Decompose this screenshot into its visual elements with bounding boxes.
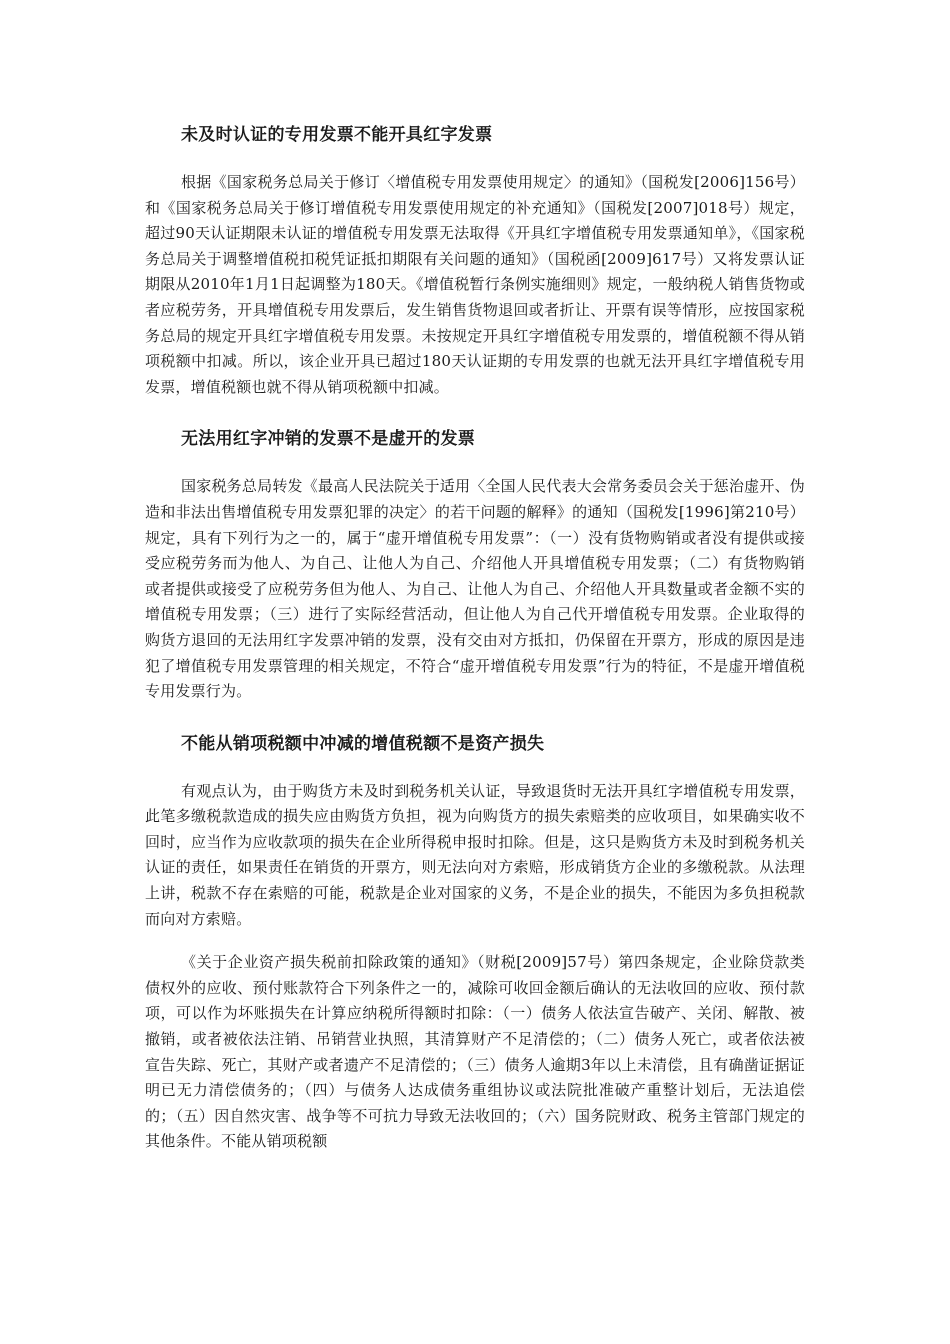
section-not-false-invoice (145, 426, 805, 704)
section-heading: 无法用红字冲销的发票不是虚开的发票 (181, 429, 476, 450)
section-heading: 未及时认证的专用发票不能开具红字发票 (181, 125, 493, 145)
section-not-asset-loss (145, 731, 805, 1155)
section-heading: 不能从销项税额中冲减的增值税额不是资产损失 (181, 733, 545, 754)
body-paragraph: 根据《国家税务总局关于修订〈增值税专用发票使用规定〉的通知》（国税发[2006]156号）和《国家税务总局关于修订增值税专用发票使用规定的补充通知》（国税发[2007]018号）规定，超过90天认证期限未认证的增值税专用发票无法取得《开具红字增值税专用发票通知单》，《国家税务总局关于调整增值税扣税凭证抵扣期限有关问题的通知》（国税函[2009]617号）又将发票认证期限从2010年1月1日起调整为180天。《增值税暂行条例实施细则》规定，一般纳税人销售货物或者应税劳务，开具增值税专用发票后，发生销售货物退回或者折让、开票有误等情形，应按国家税务总局的规定开具红字增值税专用发票。未按规定开具红字增值税专用发票的，增值税额不得从销项税额中扣减。所以，该企业开具已超过180天认证期的专用发票的也就无法开具红字增值税专用发票，增值税额也就不得从销项税额中扣减。 (145, 173, 805, 396)
body-paragraph: 《关于企业资产损失税前扣除政策的通知》（财税[2009]57号）第四条规定，企业除贷款类债权外的应收、预付账款符合下列条件之一的，减除可收回金额后确认的无法收回的应收、预付款项，可以作为坏账损失在计算应纳税所得额时扣除：（一）债务人依法宣告破产、关闭、解散、被撤销，或者被依法注销、吊销营业执照，其清算财产不足清偿的；（二）债务人死亡，或者依法被宣告失踪、死亡，其财产或者遗产不足清偿的；（三）债务人逾期3年以上未清偿，且有确凿证据证明已无力清偿债务的；（四）与债务人达成债务重组协议或法院批准破产重整计划后，无法追偿的；（五）因自然灾害、战争等不可抗力导致无法收回的；（六）国务院财政、税务主管部门规定的其他条件。不能从销项税额 (145, 953, 805, 1151)
body-paragraph: 有观点认为，由于购货方未及时到税务机关认证，导致退货时无法开具红字增值税专用发票，此笔多缴税款造成的损失应由购货方负担，视为向购货方的损失索赔类的应收项目，如果确实收不回时，应当作为应收款项的损失在企业所得税申报时扣除。但是，这只是购货方未及时到税务机关认证的责任，如果责任在销货的开票方，则无法向对方索赔，形成销货方企业的多缴税款。从法理上讲，税款不存在索赔的可能，税款是企业对国家的义务，不是企业的损失，不能因为多负担税款而向对方索赔。 (145, 781, 805, 928)
section-uncertified-invoice (145, 122, 805, 400)
document-page (145, 122, 805, 1173)
body-paragraph: 国家税务总局转发《最高人民法院关于适用〈全国人民代表大会常务委员会关于惩治虚开、伪造和非法出售增值税专用发票犯罪的决定〉的若干问题的解释》的通知（国税发[1996]第210号）规定，具有下列行为之一的，属于“虚开增值税专用发票”：（一）没有货物购销或者没有提供或接受应税劳务而为他人、为自己、让他人为自己、介绍他人开具增值税专用发票；（二）有货物购销或者提供或接受了应税劳务但为他人、为自己、让他人为自己、介绍他人开具数量或者金额不实的增值税专用发票；（三）进行了实际经营活动，但让他人为自己代开增值税专用发票。企业取得的购货方退回的无法用红字发票冲销的发票，没有交由对方抵扣，仍保留在开票方，形成的原因是违犯了增值税专用发票管理的相关规定，不符合“虚开增值税专用发票”行为的特征，不是虚开增值税专用发票行为。 (145, 477, 805, 701)
